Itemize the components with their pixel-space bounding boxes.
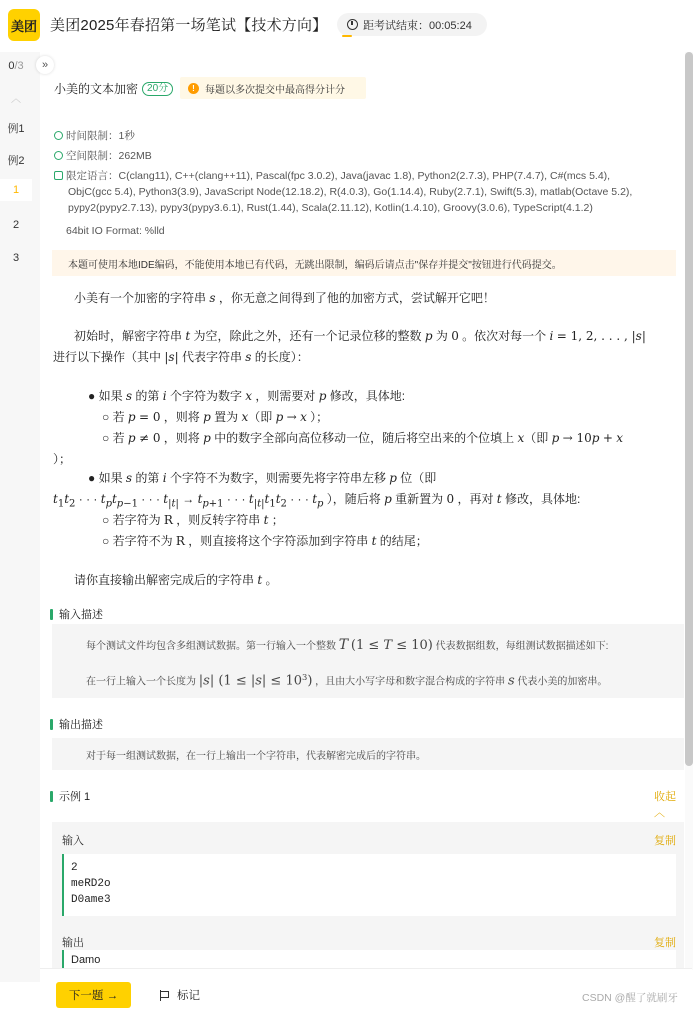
progress-total: /3	[14, 60, 24, 72]
rail-item-example-2[interactable]: 例2	[7, 155, 25, 167]
chevron-up-icon[interactable]: ︿	[11, 94, 21, 105]
time-limit-text: 时间限制：1秒	[66, 130, 135, 142]
space-limit	[54, 148, 152, 164]
rule-letter-a: ○ 若字符为 R ，则反转字符串 t ；	[102, 513, 284, 527]
rail-item-question-2[interactable]: 2	[12, 219, 20, 231]
sample-input-line: D0ame3	[71, 894, 111, 906]
mark-label: 标记	[177, 990, 200, 1002]
input-desc-line-1: 每个测试文件均包含多组测试数据。第一行输入一个整数 T (1 ≤ T ≤ 10) 代表数据组数，每组测试数据描述如下:	[86, 637, 609, 653]
scoring-notice	[180, 77, 366, 99]
clock-icon	[347, 19, 358, 30]
input-desc-line-2: 在一行上输入一个长度为 |s| $(1 \le |s| \le 10^3)$ ，且由大小写字母和数字混合构成的字符串 s 代表小美的加密串。	[86, 672, 608, 689]
info-icon: !	[188, 83, 199, 94]
question-header	[54, 80, 173, 97]
output-section-title	[50, 716, 103, 732]
output-desc-text: 对于每一组测试数据，在一行上输出一个字符串，代表解密完成后的字符串。	[86, 751, 426, 762]
input-section-title	[50, 606, 103, 622]
lang-line-3: pypy2(pypy2.7.13), pypy3(pypy3.6.1), Rust(1.44), Scala(2.11.12), Kotlin(1.4.10), Groovy(3.0.6), TypeScript(4.1.2)	[68, 202, 593, 214]
chevron-up-icon: ︿	[654, 807, 665, 819]
output-section-label: 输出描述	[59, 719, 103, 731]
input-description	[52, 624, 684, 698]
sample-input-line: 2	[71, 862, 78, 874]
top-bar	[0, 0, 698, 48]
answer-progress	[0, 60, 32, 72]
rail-item-question-3[interactable]: 3	[12, 252, 20, 264]
sample-output-label: 输出	[62, 937, 84, 949]
sample-input-label: 输入	[62, 835, 84, 847]
time-limit	[54, 128, 135, 144]
rule-letter-b: ○ 若字符不为 R ，则直接将这个字符添加到字符串 t 的结尾；	[102, 534, 428, 548]
statement-init-cont: 进行以下操作（其中 |s| 代表字符串 s 的长度）：	[53, 350, 309, 364]
copy-input-button[interactable]: 复制	[654, 835, 676, 847]
csdn-watermark: CSDN @醒了就刷牙	[582, 992, 678, 1004]
score-badge: 20分	[142, 82, 173, 96]
sample-input-code[interactable]	[62, 854, 676, 916]
sample-panel	[52, 822, 684, 982]
timer-progress-mark	[342, 35, 352, 37]
lang-line-1: 限定语言：C(clang11), C++(clang++11), Pascal(fpc 3.0.2), Java(javac 1.8), Python2(2.7.3), PHP(7.4.7), C#(mcs 5.4),	[66, 170, 611, 182]
io-format: 64bit IO Format: %lld	[66, 225, 165, 237]
sample-section-label: 示例 1	[59, 791, 91, 803]
sample-input-line: meRD2o	[71, 878, 111, 890]
statement-init: 初始时，解密字符串 t 为空，除此之外，还有一个记录位移的整数 p 为 0 。依次对每一个 i = 1, 2, . . . , |s|	[74, 329, 646, 343]
sample-section-title	[50, 788, 90, 804]
exam-title: 美团2025年春招第一场笔试【技术方向】	[50, 17, 328, 34]
flag-icon	[160, 990, 169, 1001]
lang-line-2: ObjC(gcc 5.4), Python3(3.9), JavaScript Node(12.18.2), R(4.0.3), Go(1.14.4), Ruby(2.7.1), Swift(5.3), matlab(Octave 5.2),	[68, 186, 633, 198]
space-limit-text: 空间限制：262MB	[66, 150, 152, 162]
language-limit	[54, 168, 676, 216]
output-description	[52, 738, 684, 770]
expand-rail-button[interactable]: »	[36, 56, 54, 74]
memory-icon	[54, 151, 63, 160]
rail-item-question-1[interactable]: 1	[0, 179, 32, 201]
statement-output: 请你直接输出解密完成后的字符串 t 。	[74, 573, 278, 587]
copy-output-button[interactable]: 复制	[654, 937, 676, 949]
next-question-button[interactable]: 下一题 →	[56, 982, 131, 1008]
section-bar	[50, 791, 53, 802]
scrollbar-thumb[interactable]	[685, 52, 693, 766]
collapse-sample-link[interactable]	[654, 788, 684, 820]
progress-done: 0	[8, 60, 15, 72]
sample-output-line: Damo	[71, 954, 101, 966]
timer-text: 距考试结束：00:05:24	[363, 19, 472, 32]
statement-intro: 小美有一个加密的字符串 s ，你无意之间得到了他的加密方式，尝试解开它吧！	[74, 291, 495, 305]
mark-button[interactable]	[160, 987, 200, 1003]
question-nav-rail	[0, 52, 40, 982]
problem-panel	[44, 52, 684, 982]
question-title: 小美的文本加密	[54, 82, 139, 96]
input-section-label: 输入描述	[59, 609, 103, 621]
rule-letter-formula: $t_1t_2$ · · · $t_pt_{p-1}$ · · · $t_{|t|} \to t_{p+1}$ · · · $t_{|t|}t_1t_2$ · · · $t_p$ ），随后将 p 重新置为 0 ，再对 t 修改，具体地:	[53, 492, 581, 510]
clock-icon	[54, 131, 63, 140]
rule-letter: ● 如果 s 的第 i 个字符不为数字，则需要先将字符串左移 p 位（即	[88, 471, 437, 485]
ide-notice-banner: 本题可使用本地IDE编码，不能使用本地已有代码，无跳出限制，编码后请点击"保存并提交"按钮进行代码提交。	[52, 250, 676, 276]
rail-item-example-1[interactable]: 例1	[7, 123, 25, 135]
rule-digit-b: ○ 若 p ≠ 0 ，则将 p 中的数字全部向高位移动一位，随后将空出来的个位填上 x（即 p → 10p + x	[102, 431, 624, 445]
section-bar	[50, 719, 53, 730]
collapse-text: 收起	[654, 791, 676, 803]
rule-digit-b-cont: ）；	[53, 452, 72, 466]
section-bar	[50, 609, 53, 620]
scoring-notice-text: 每题以多次提交中最高得分计分	[205, 84, 345, 96]
rule-digit: ● 如果 s 的第 i 个字符为数字 x ，则需要对 p 修改，具体地:	[88, 389, 406, 403]
rule-digit-a: ○ 若 p = 0 ，则将 p 置为 x（即 p → x ）；	[102, 410, 329, 424]
meituan-logo: 美团	[8, 9, 40, 41]
code-icon	[54, 171, 63, 180]
exam-timer	[337, 13, 487, 36]
